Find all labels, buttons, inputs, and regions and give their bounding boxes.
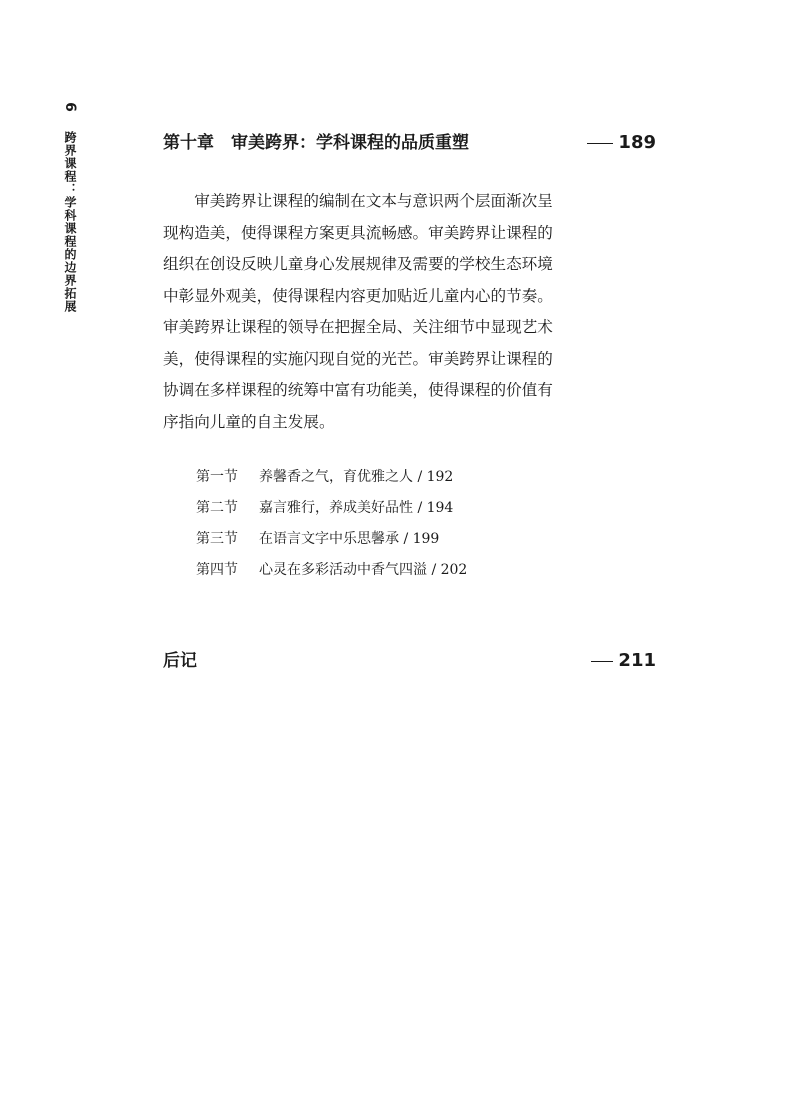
chapter-title: 第十章 审美跨界：学科课程的品质重塑 — [163, 133, 469, 153]
section-title: 养馨香之气，育优雅之人 / 192 — [259, 469, 454, 485]
leader-dash — [591, 661, 613, 662]
section-number: 第二节 — [196, 500, 238, 516]
section-number: 第四节 — [196, 562, 238, 578]
section-entry — [196, 555, 576, 586]
leader-dash — [587, 143, 613, 144]
section-title: 心灵在多彩活动中香气四溢 / 202 — [259, 562, 468, 578]
chapter-page-number: 189 — [618, 132, 656, 153]
section-entry — [196, 493, 576, 524]
toc-chapter-entry — [163, 130, 659, 156]
section-entry — [196, 462, 576, 493]
section-title: 在语言文字中乐思馨承 / 199 — [259, 531, 440, 547]
running-book-title: 跨界课程：学科课程的边界拓展 — [63, 131, 77, 313]
toc-afterword-entry — [163, 648, 659, 674]
running-page-number: 6 — [62, 102, 78, 112]
afterword-page-number: 211 — [618, 650, 656, 671]
afterword-title: 后记 — [163, 651, 197, 671]
section-number: 第一节 — [196, 469, 238, 485]
section-entry — [196, 524, 576, 555]
section-number: 第三节 — [196, 531, 238, 547]
chapter-intro-paragraph: 审美跨界让课程的编制在文本与意识两个层面渐次呈现构造美，使得课程方案更具流畅感。审美跨界让课程的组织在创设反映儿童身心发展规律及需要的学校生态环境中彰显外观美，使得课程内容更加贴近儿童内心的节奏。审美跨界让课程的领导在把握全局、关注细节中显现艺术美，使得课程的实施闪现自觉的光芒。审美跨界让课程的协调在多样课程的统筹中富有功能美，使得课程的价值有序指向儿童的自主发展。 — [163, 192, 553, 431]
section-title: 嘉言雅行，养成美好品性 / 194 — [259, 500, 454, 516]
section-list — [196, 462, 576, 586]
